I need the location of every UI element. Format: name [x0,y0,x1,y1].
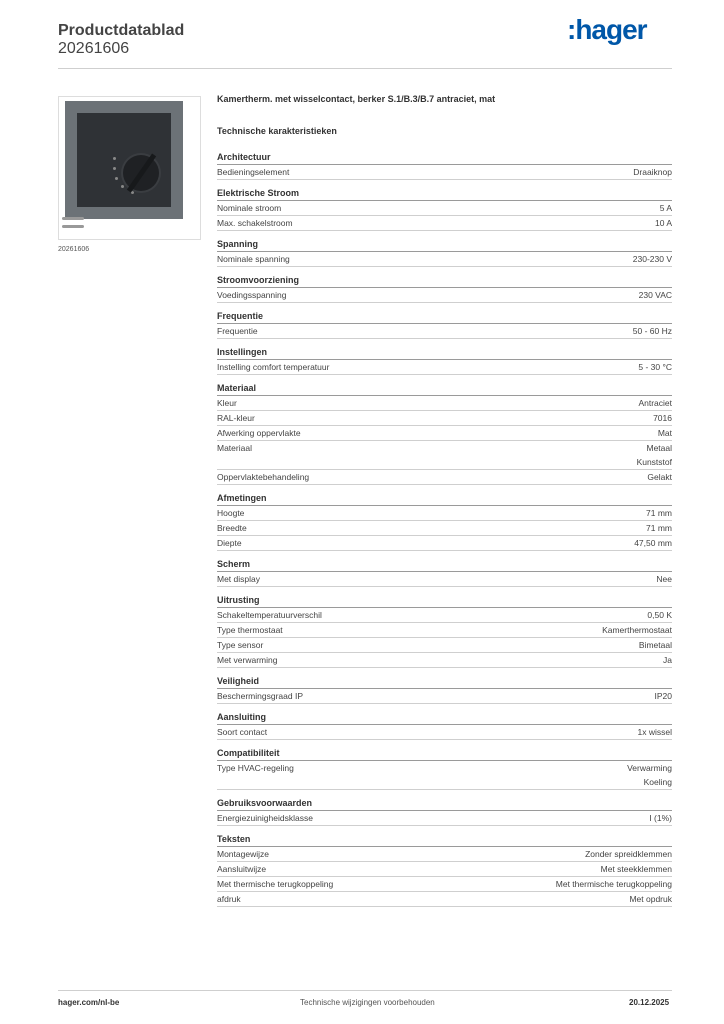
spec-label: Schakeltemperatuurverschil [217,610,322,620]
spec-row [217,847,672,862]
spec-label: Hoogte [217,508,245,518]
spec-label: Voedingsspanning [217,290,287,300]
spec-group-title: Afmetingen [217,491,672,506]
spec-row [217,411,672,426]
spec-row [217,216,672,231]
spec-label: Type thermostaat [217,625,283,635]
spec-value [585,847,672,861]
spec-label: Type HVAC-regeling [217,763,294,773]
spec-value-line: Kunststof [636,457,672,467]
spec-label: Energiezuinigheidsklasse [217,813,313,823]
spec-row [217,725,672,740]
spec-value-line: Antraciet [638,398,672,408]
spec-value-line: IP20 [654,691,672,701]
spec-group [217,832,672,907]
spec-row [217,572,672,587]
spec-group [217,491,672,551]
spec-value-line: 5 A [659,203,672,213]
spec-value-line: Koeling [643,777,672,787]
spec-row [217,892,672,907]
footer-date: 20.12.2025 [629,998,670,1007]
spec-group-title: Stroomvoorziening [217,273,672,288]
spec-value-line: Verwarming [627,763,672,773]
image-caption: 20261606 [58,246,90,253]
spec-label: Met thermische terugkoppeling [217,879,334,889]
spec-value [629,892,672,906]
spec-group-title: Uitrusting [217,593,672,608]
spec-group [217,345,672,375]
spec-value [649,811,672,825]
spec-label: Instelling comfort temperatuur [217,362,330,372]
thermostat-insert [77,113,171,207]
spec-value [627,761,672,789]
spec-label: Materiaal [217,443,252,453]
spec-value-line: Kamerthermostaat [602,625,672,635]
spec-label: Aansluitwijze [217,864,267,874]
spec-value-line: I (1%) [649,813,672,823]
spec-row [217,470,672,485]
spec-label: Kleur [217,398,237,408]
spec-label: Soort contact [217,727,268,737]
spec-label: Nominale stroom [217,203,282,213]
spec-row [217,521,672,536]
spec-value [639,638,672,652]
spec-row [217,360,672,375]
rotary-knob-icon [123,155,159,191]
spec-value [634,536,672,550]
spec-value [663,653,672,667]
spec-group-title: Veiligheid [217,674,672,689]
spec-label: Montagewijze [217,849,269,859]
spec-value [633,252,672,266]
spec-value-line: Nee [656,574,672,584]
spec-value [655,216,672,230]
spec-row [217,536,672,551]
spec-row [217,653,672,668]
spec-value-line: 0,50 K [647,610,672,620]
spec-value [639,288,672,302]
spec-row [217,608,672,623]
spec-row [217,441,672,470]
spec-value-line: 50 - 60 Hz [632,326,672,336]
spec-value [602,623,672,637]
product-number: 20261606 [58,40,130,57]
spec-row [217,396,672,411]
spec-group-title: Gebruiksvoorwaarden [217,796,672,811]
spec-value [601,862,672,876]
spec-value [637,441,672,469]
footer-website: hager.com/nl-be [58,998,120,1007]
spec-label: Frequentie [217,326,258,336]
spec-value-line: 71 mm [646,508,672,518]
spec-value [646,521,672,535]
spec-row [217,201,672,216]
spec-row [217,165,672,180]
spec-group [217,746,672,790]
footer-divider [58,990,672,991]
spec-label: Bedieningselement [217,167,290,177]
spec-group-title: Scherm [217,557,672,572]
footer-notice: Technische wijzigingen voorbehouden [300,998,435,1007]
spec-group [217,150,672,180]
spec-value-line: Ja [663,655,672,665]
spec-row [217,811,672,826]
spec-group-title: Instellingen [217,345,672,360]
screw-icon [62,217,84,220]
spec-group [217,186,672,231]
spec-value-line: Zonder spreidklemmen [585,849,672,859]
spec-row [217,638,672,653]
spec-value-line: Draaiknop [633,167,672,177]
spec-group [217,309,672,339]
hager-logo: :hager [567,14,647,45]
spec-group-title: Architectuur [217,150,672,165]
spec-group [217,710,672,740]
spec-group [217,381,672,485]
spec-label: Oppervlaktebehandeling [217,472,310,482]
spec-row [217,862,672,877]
spec-value [638,396,672,410]
spec-value [658,426,672,440]
tech-section-title: Technische karakteristieken [217,126,337,136]
spec-group-title: Teksten [217,832,672,847]
spec-label: Diepte [217,538,242,548]
spec-row [217,252,672,267]
spec-row [217,324,672,339]
spec-row [217,877,672,892]
cover-plate [65,101,183,219]
spec-label: Afwerking oppervlakte [217,428,301,438]
spec-row [217,506,672,521]
spec-value-line: Metaal [646,443,672,453]
spec-row [217,623,672,638]
spec-label: Type sensor [217,640,264,650]
product-image [58,96,201,240]
spec-label: RAL-kleur [217,413,255,423]
spec-group [217,593,672,668]
spec-group-title: Compatibiliteit [217,746,672,761]
spec-group [217,796,672,826]
spec-value-line: Bimetaal [638,640,672,650]
spec-label: afdruk [217,894,241,904]
spec-value [633,165,672,179]
spec-value-line: Met opdruk [629,894,672,904]
header-divider [58,68,672,69]
spec-group-title: Aansluiting [217,710,672,725]
spec-label: Met verwarming [217,655,278,665]
spec-value [655,689,673,703]
spec-group [217,237,672,267]
spec-value-line: 10 A [654,218,672,228]
spec-group [217,557,672,587]
spec-value-line: Met steekklemmen [600,864,672,874]
spec-value [647,470,672,484]
spec-row [217,426,672,441]
spec-value-line: 230 VAC [638,290,672,300]
spec-value [647,608,672,622]
spec-value-line: 5 - 30 °C [638,362,672,372]
spec-value-line: Met thermische terugkoppeling [555,879,672,889]
spec-value [633,324,672,338]
spec-group [217,273,672,303]
spec-value-line: 71 mm [646,523,672,533]
spec-label: Breedte [217,523,247,533]
spec-group-title: Frequentie [217,309,672,324]
spec-value [660,201,672,215]
spec-value [646,506,672,520]
spec-row [217,288,672,303]
spec-group [217,674,672,704]
spec-row [217,689,672,704]
spec-value-line: Gelakt [647,472,672,482]
spec-group-title: Materiaal [217,381,672,396]
spec-value [638,360,672,374]
spec-value [653,411,672,425]
screw-icon [62,225,84,228]
spec-row [217,761,672,790]
spec-value-line: 47,50 mm [634,538,672,548]
spec-label: Max. schakelstroom [217,218,293,228]
product-description: Kamertherm. met wisselcontact, berker S.1/B.3/B.7 antraciet, mat [217,94,496,104]
spec-value-line: Mat [657,428,672,438]
spec-groups [217,150,672,907]
spec-value [656,572,672,586]
spec-value-line: 230-230 V [632,254,672,264]
spec-value [556,877,672,891]
spec-value [638,725,672,739]
spec-group-title: Spanning [217,237,672,252]
spec-label: Beschermingsgraad IP [217,691,303,701]
spec-group-title: Elektrische Stroom [217,186,672,201]
spec-value-line: 1x wissel [637,727,672,737]
page-title: Productdatablad [58,22,185,39]
spec-value-line: 7016 [653,413,672,423]
spec-content [217,94,672,907]
spec-label: Met display [217,574,260,584]
spec-label: Nominale spanning [217,254,290,264]
